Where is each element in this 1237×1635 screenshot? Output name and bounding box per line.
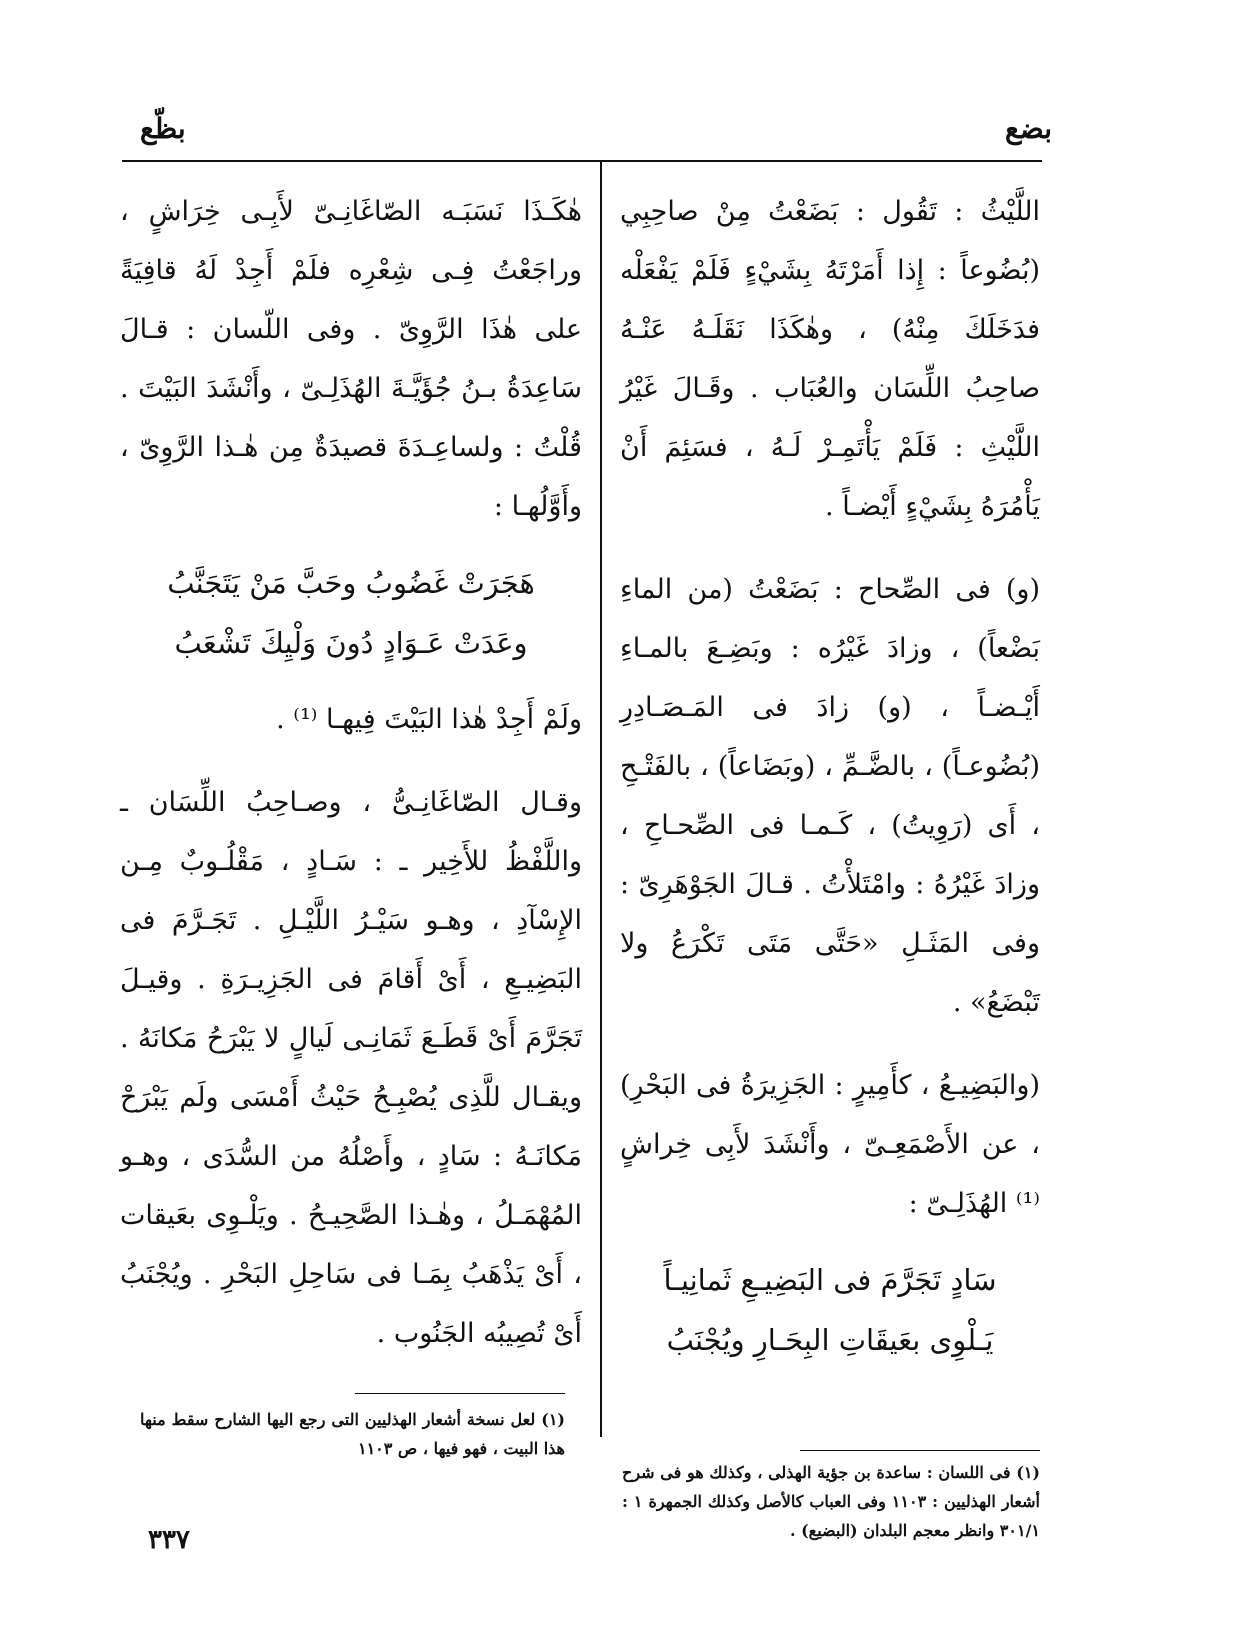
right-footnote-rule [800,1450,1040,1451]
right-verse-line-1: سَادٍ تَجَرَّمَ فى البَضِيـعِ ثَمانِيـاً [663,1263,997,1297]
right-verse [620,1251,1040,1369]
header-right-word: بضع [1005,112,1052,145]
left-paragraph-1: هٰكَـذَا نَسَبَـه الصّاغَانِـىّ لأَبِـى خِرَاشٍ ، وراجَعْتُ فِـى شِعْرِه فلَمْ أَجِدْ لَهُ قافِيَةً على هٰذَا الرَّوِىّ . وفى اللّسان : قـالَ سَاعِدَةُ بـنُ جُؤَيَّـةَ الهُذَلِـىّ ، وأَنْشَدَ البَيْتَ . قُلْتُ : ولساعِـدَةَ قصيدَةٌ مِن هٰـذا الرَّوِىّ ، وأَوَّلُهـا : [120,196,582,522]
left-verse-line-2: وعَدَتْ عَـوَادٍ دُونَ وَلْيِكَ تَشْعَبُ [174,626,528,660]
right-column [620,182,1040,1387]
right-paragraph-1: اللَّيْثُ : تَقُول : بَضَعْتُ مِنْ صاحِبِي (بُضُوعاً : إِذا أَمَرْتَهُ بِشَيْءٍ فَلَمْ يَفْعَلْه فدَخَلَكَ مِنْهُ) ، وهٰكَذَا نَقَلَـهُ عَنْـهُ صاحِبُ اللِّسَان والعُبَاب . وقَـالَ غَيْرُ اللَّيْثِ : فَلَمْ يَأْتَمِـرْ لَـهُ ، فسَئِمَ أَنْ يَأْمُرَهُ بِشَيْءٍ أَيْضـاً . [620,196,1040,522]
left-footnote: (١) لعل نسخة أشعار الهذليين التى رجع اليها الشارح سقط منها هذا البيت ، فهو فيها ، ص ١١٠٣ [140,1410,565,1458]
column-divider [600,162,602,1437]
right-footnote: (١) فى اللسان : ساعدة بن جؤية الهذلى ، وكذلك هو فى شرح أشعار الهذليين : ١١٠٣ وفى العباب كالأصل وكذلك الجمهرة ١ : ٣٠١/١ وانظر معجم البلدان (البضيع) . [622,1463,1040,1540]
left-paragraph-3: وقـال الصّاغَانِـىُّ ، وصـاحِبُ اللِّسَان ـ واللَّفْظُ للأَخِير ـ : سَـادٍ ، مَقْلُـوبٌ مِـن الإِسْآدِ ، وهـو سَيْـرُ اللَّيْـلِ . تَجَـرَّمَ فى البَضِيـعِ ، أَىْ أَقامَ فى الجَزِيـرَةِ . وقيـلَ تَجَرَّمَ أَىْ قَطَـعَ ثَمَانِـى لَيالٍ لا يَبْرَحُ مَكانَهُ . ويقـال للَّذِى يُصْبِـحُ حَيْثُ أَمْسَى ولَم يَبْرَحْ مَكانَـهُ : سَادٍ ، وأَصْلُهُ من السُّدَى ، وهـو المُهْمَـلُ ، وهٰـذا الصَّحِيـحُ . ويَلْـوِى بعَيقات ، أَىْ يَذْهَبُ بِمَـا فى سَاحِلِ البَحْرِ . ويُجْنَبُ أَىْ تُصِيبُه الجَنُوب . [120,787,582,1349]
right-verse-line-2: يَـلْوِى بعَيقَاتِ البِحَـارِ ويُجْنَبُ [666,1323,994,1357]
left-column [120,182,582,1387]
header-left-word: بظّع [140,112,186,145]
left-verse-line-1: هَجَرَتْ غَضُوبُ وحَبَّ مَنْ يَتَجَنَّبُ [167,566,535,600]
left-verse [120,554,582,672]
left-paragraph-2: ولَمْ أَجِدْ هٰذا البَيْتَ فِيهـا ⁽¹⁾ . [276,704,582,735]
page-number: ٣٣٧ [148,1525,190,1555]
right-paragraph-3: (والبَضِيـعُ ، كأَمِيرٍ : الجَزِيرَةُ فى البَحْرِ) ، عن الأَصْمَعِـىّ ، وأَنْشَدَ لأَبِى خِراشٍ ⁽¹⁾ الهُذَلِـىّ : [620,1070,1040,1219]
right-paragraph-2: (و) فى الصِّحاح : بَضَعْتُ (من الماءِ بَضْعاً) ، وزادَ غَيْرُه : وبَضِـعَ بالمـاءِ أَيْـضـاً ، (و) زادَ فى المَـصَـادِرِ (بُضُوعـاً) ، بالضَّـمِّ ، (وبَضَاعاً) ، بالفَتْـحِ ، أَى (رَوِيتُ) ، كَـمـا فى الصِّحـاحِ ، وزادَ غَيْرُهُ : وامْتَلأْتُ . قـالَ الجَوْهَرِىّ : وفى المَثَـلِ «حَتَّى مَتَى تَكْرَعُ ولا تَبْضَعُ» . [620,574,1040,1018]
header-rule [122,160,1042,162]
left-footnote-rule [355,1393,565,1394]
